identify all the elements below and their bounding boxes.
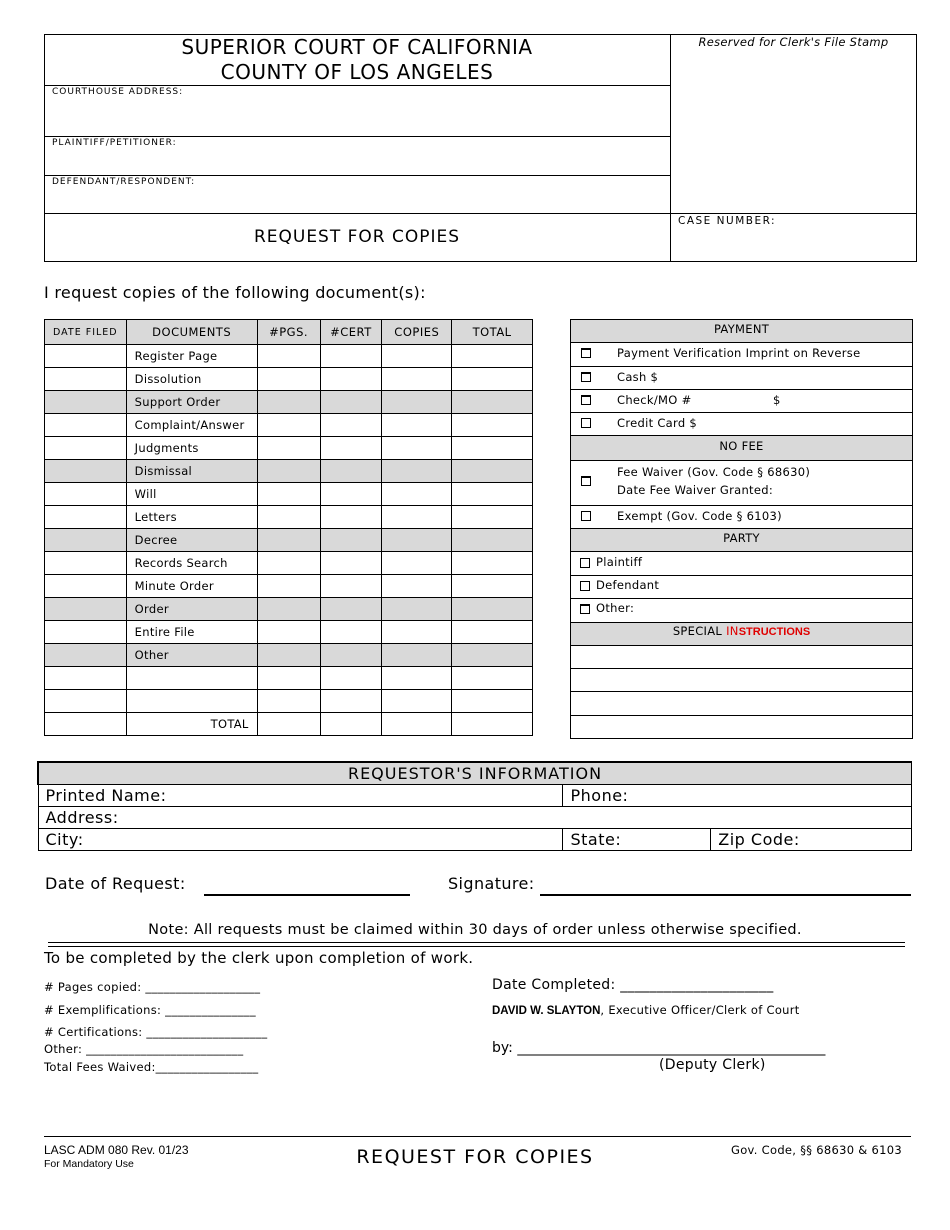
- date-of-request-line[interactable]: [204, 894, 410, 896]
- document-name: Decree: [126, 529, 257, 552]
- payment-verification-label: Payment Verification Imprint on Reverse: [617, 346, 861, 360]
- document-name: Minute Order: [126, 575, 257, 598]
- pages-copied-field[interactable]: # Pages copied: ___________________: [44, 980, 261, 994]
- defendant-checkbox[interactable]: [580, 581, 590, 591]
- documents-header-row: [45, 320, 533, 345]
- table-row: [45, 483, 533, 506]
- table-row: [45, 552, 533, 575]
- document-name: Dismissal: [126, 460, 257, 483]
- officer-title: , Executive Officer/Clerk of Court: [600, 1003, 800, 1017]
- form-number: LASC ADM 080 Rev. 01/23: [44, 1143, 189, 1157]
- table-row: [45, 621, 533, 644]
- city-field[interactable]: City:: [38, 829, 563, 851]
- rule-court: [44, 85, 670, 86]
- plaintiff-field[interactable]: PLAINTIFF/PETITIONER:: [52, 138, 177, 148]
- check-mo-dollar: $: [773, 393, 781, 407]
- document-name: Letters: [126, 506, 257, 529]
- total-label: TOTAL: [126, 713, 257, 736]
- form-title: REQUEST FOR COPIES: [253, 227, 461, 247]
- footer-title: REQUEST FOR COPIES: [356, 1146, 594, 1168]
- exempt-label: Exempt (Gov. Code § 6103): [617, 509, 782, 523]
- rule-defendant: [44, 213, 917, 214]
- plaintiff-label: Plaintiff: [596, 555, 643, 569]
- total-row: [45, 713, 533, 736]
- footer-rule: [44, 1136, 911, 1137]
- table-row: [45, 667, 533, 690]
- certifications-field[interactable]: # Certifications: ____________________: [44, 1025, 268, 1039]
- defendant-label: Defendant: [596, 578, 660, 592]
- table-row: [45, 368, 533, 391]
- table-row: [45, 506, 533, 529]
- rule-address: [44, 136, 670, 137]
- table-row: [45, 437, 533, 460]
- state-field[interactable]: State:: [563, 829, 711, 851]
- special-instructions-field[interactable]: [571, 646, 912, 738]
- deputy-clerk-label: (Deputy Clerk): [659, 1057, 766, 1073]
- document-name: Order: [126, 598, 257, 621]
- fee-waiver-label: Fee Waiver (Gov. Code § 68630): [617, 465, 811, 479]
- cash-label: Cash $: [617, 370, 659, 384]
- caption-divider: [670, 34, 671, 262]
- signature-label: Signature:: [448, 874, 535, 893]
- payment-verification-checkbox[interactable]: [581, 348, 591, 358]
- cash-checkbox[interactable]: [581, 372, 591, 382]
- case-number-field[interactable]: CASE NUMBER:: [678, 215, 777, 227]
- other-party-checkbox[interactable]: [580, 604, 590, 614]
- col-documents: DOCUMENTS: [126, 320, 257, 345]
- phone-field[interactable]: Phone:: [563, 785, 912, 807]
- officer-name: DAVID W. SLAYTON: [492, 1005, 601, 1017]
- table-row: [45, 345, 533, 368]
- special-structions: STRUCTIONS: [738, 626, 811, 638]
- document-name: Records Search: [126, 552, 257, 575]
- other-party-label: Other:: [596, 601, 635, 615]
- document-name: Other: [126, 644, 257, 667]
- table-row: [45, 598, 533, 621]
- credit-card-checkbox[interactable]: [581, 418, 591, 428]
- special-instructions-header: [570, 624, 913, 638]
- no-fee-header: NO FEE: [719, 439, 764, 453]
- payment-header: PAYMENT: [713, 322, 770, 336]
- check-mo-checkbox[interactable]: [581, 395, 591, 405]
- gov-code: Gov. Code, §§ 68630 & 6103: [730, 1143, 902, 1157]
- col-total: TOTAL: [452, 320, 533, 345]
- fee-waiver-checkbox[interactable]: [581, 476, 591, 486]
- fee-waiver-granted-label: Date Fee Waiver Granted:: [617, 483, 774, 497]
- date-completed-field[interactable]: Date Completed: _____________________: [492, 977, 774, 993]
- credit-card-label: Credit Card $: [617, 416, 698, 430]
- special-prefix: SPECIAL: [672, 624, 727, 638]
- total-fees-waived-field[interactable]: Total Fees Waived:_________________: [44, 1060, 259, 1074]
- address-field[interactable]: Address:: [38, 807, 912, 829]
- col-cert: #CERT: [320, 320, 382, 345]
- documents-table: [44, 319, 533, 736]
- requestor-header: REQUESTOR'S INFORMATION: [38, 762, 912, 785]
- table-row: [45, 391, 533, 414]
- requestor-table: [37, 761, 912, 851]
- col-date-filed: DATE FILED: [45, 320, 127, 345]
- exempt-checkbox[interactable]: [581, 511, 591, 521]
- courthouse-address-field[interactable]: COURTHOUSE ADDRESS:: [52, 87, 184, 97]
- table-row: [45, 460, 533, 483]
- special-in: IN: [726, 624, 739, 638]
- rule-plaintiff: [44, 175, 670, 176]
- table-row: [45, 644, 533, 667]
- col-pgs: #PGS.: [257, 320, 320, 345]
- plaintiff-checkbox[interactable]: [580, 558, 590, 568]
- other-field[interactable]: Other: __________________________: [44, 1042, 244, 1056]
- signature-line[interactable]: [540, 894, 911, 896]
- document-name: Support Order: [126, 391, 257, 414]
- table-row: [45, 575, 533, 598]
- claim-note: Note: All requests must be claimed within 30 days of order unless otherwise specified.: [148, 922, 802, 938]
- document-name: Judgments: [126, 437, 257, 460]
- document-name: Register Page: [126, 345, 257, 368]
- court-name: SUPERIOR COURT OF CALIFORNIA: [181, 35, 533, 59]
- mandatory-use: For Mandatory Use: [44, 1158, 134, 1170]
- officer-line: [492, 1003, 800, 1017]
- table-row: [45, 529, 533, 552]
- table-row: [45, 690, 533, 713]
- defendant-field[interactable]: DEFENDANT/RESPONDENT:: [52, 177, 196, 187]
- clerk-intro: To be completed by the clerk upon completion of work.: [44, 949, 474, 967]
- request-intro: I request copies of the following document(s):: [44, 283, 426, 302]
- document-name: Will: [126, 483, 257, 506]
- exemplifications-field[interactable]: # Exemplifications: _______________: [44, 1003, 256, 1017]
- deputy-signature-field[interactable]: by: ____________________________________________: [492, 1040, 826, 1056]
- note-double-rule: [48, 942, 905, 947]
- date-of-request-label: Date of Request:: [45, 874, 186, 893]
- check-mo-label: Check/MO #: [617, 393, 692, 407]
- county-name: COUNTY OF LOS ANGELES: [220, 60, 494, 84]
- document-name: Complaint/Answer: [126, 414, 257, 437]
- col-copies: COPIES: [382, 320, 452, 345]
- printed-name-field[interactable]: Printed Name:: [38, 785, 563, 807]
- document-name: Dissolution: [126, 368, 257, 391]
- table-row: [45, 414, 533, 437]
- clerk-stamp-label: Reserved for Clerk's File Stamp: [698, 35, 889, 49]
- zip-field[interactable]: Zip Code:: [711, 829, 912, 851]
- party-header: PARTY: [723, 531, 760, 545]
- document-name: Entire File: [126, 621, 257, 644]
